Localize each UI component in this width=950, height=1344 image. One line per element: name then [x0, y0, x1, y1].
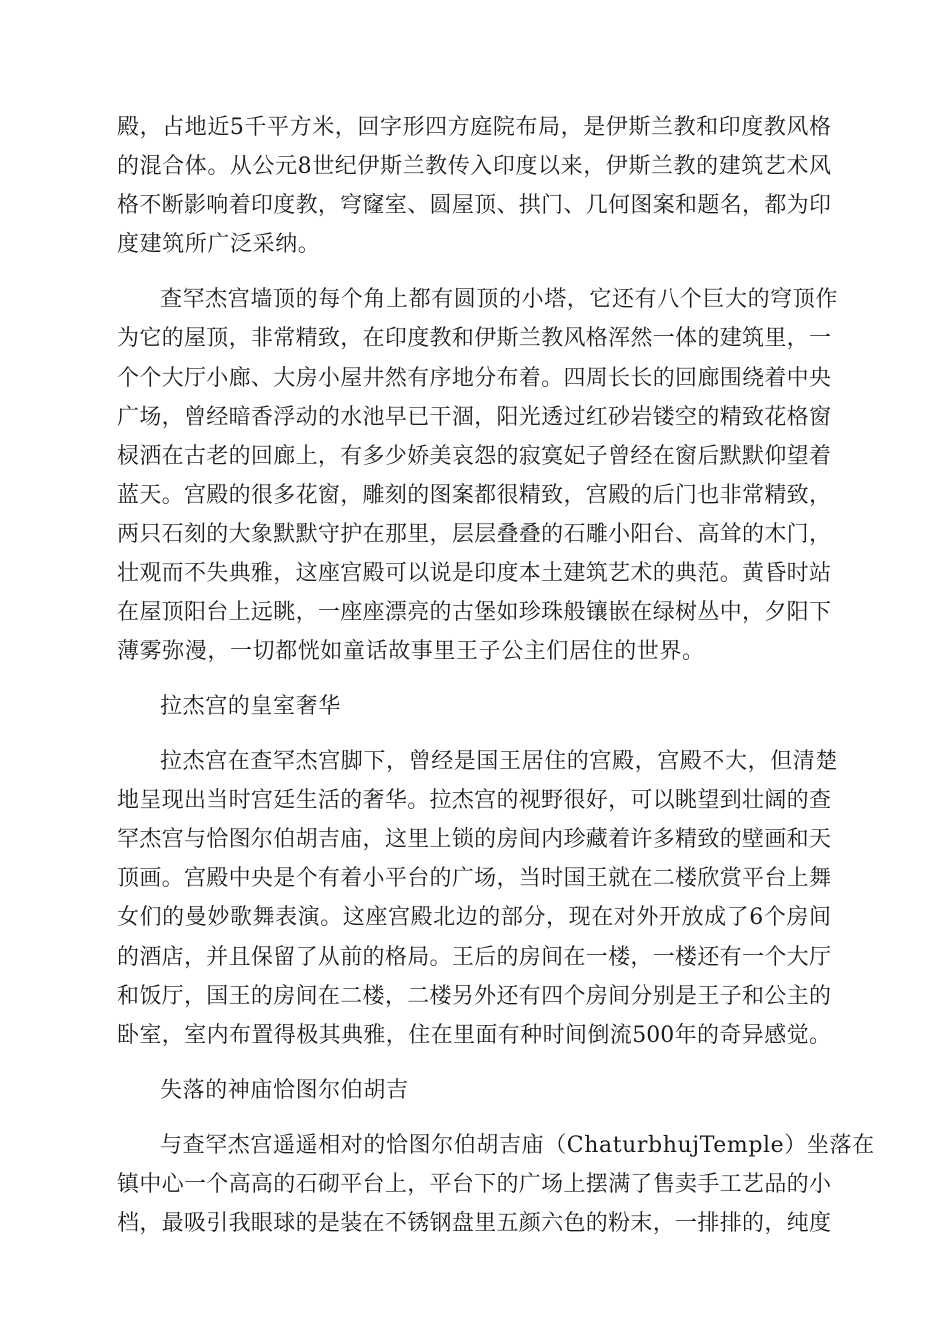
- text-line: 度建筑所广泛采纳。: [117, 232, 321, 257]
- paragraph-first-line: 与查罕杰宫遥遥相对的恰图尔伯胡吉庙（ChaturbhujTemple）坐落在: [160, 1133, 875, 1158]
- text-line: 镇中心一个高高的石砌平台上，平台下的广场上摆满了售卖手工艺品的小: [117, 1172, 831, 1197]
- text-line: 两只石刻的大象默默守护在那里，层层叠叠的石雕小阳台、高耸的木门，: [117, 522, 831, 547]
- text-line: 为它的屋顶，非常精致，在印度教和伊斯兰教风格浑然一体的建筑里，一: [117, 326, 831, 351]
- text-line: 广场，曾经暗香浮动的水池早已干涸，阳光透过红砂岩镂空的精致花格窗: [117, 405, 831, 430]
- text-line: 在屋顶阳台上远眺，一座座漂亮的古堡如珍珠般镶嵌在绿树丛中，夕阳下: [117, 600, 831, 625]
- text-line: 薄雾弥漫，一切都恍如童话故事里王子公主们居住的世界。: [117, 639, 705, 664]
- text-line: 卧室，室内布置得极其典雅，住在里面有种时间倒流500年的奇异感觉。: [117, 1023, 831, 1048]
- text-line: 个个大厅小廊、大房小屋井然有序地分布着。四周长长的回廊围绕着中央: [117, 366, 831, 391]
- text-line: 地呈现出当时宫廷生活的奢华。拉杰宫的视野很好，可以眺望到壮阔的查: [117, 788, 831, 813]
- text-line: 档，最吸引我眼球的是装在不锈钢盘里五颜六色的粉末，一排排的，纯度: [117, 1211, 831, 1236]
- text-line: 蓝天。宫殿的很多花窗，雕刻的图案都很精致，宫殿的后门也非常精致，: [117, 483, 831, 508]
- paragraph-first-line: 拉杰宫在查罕杰宫脚下，曾经是国王居住的宫殿，宫殿不大，但清楚: [160, 749, 839, 774]
- text-line: 棂洒在古老的回廊上，有多少娇美哀怨的寂寞妃子曾经在窗后默默仰望着: [117, 444, 831, 469]
- section-heading: 失落的神庙恰图尔伯胡吉: [160, 1078, 409, 1103]
- text-line: 女们的曼妙歌舞表演。这座宫殿北边的部分，现在对外开放成了6个房间: [117, 905, 831, 930]
- text-line: 的酒店，并且保留了从前的格局。王后的房间在一楼，一楼还有一个大厅: [117, 945, 831, 970]
- text-line: 和饭厅，国王的房间在二楼，二楼另外还有四个房间分别是王子和公主的: [117, 984, 831, 1009]
- text-line: 殿，占地近5千平方米，回字形四方庭院布局，是伊斯兰教和印度教风格: [117, 115, 831, 140]
- section-heading: 拉杰宫的皇室奢华: [160, 694, 341, 719]
- paragraph-first-line: 查罕杰宫墙顶的每个角上都有圆顶的小塔，它还有八个巨大的穹顶作: [160, 287, 839, 312]
- text-line: 壮观而不失典雅，这座宫殿可以说是印度本土建筑艺术的典范。黄昏时站: [117, 561, 831, 586]
- text-line: 罕杰宫与恰图尔伯胡吉庙，这里上锁的房间内珍藏着许多精致的壁画和天: [117, 827, 831, 852]
- text-line: 顶画。宫殿中央是个有着小平台的广场，当时国王就在二楼欣赏平台上舞: [117, 866, 831, 891]
- text-line: 的混合体。从公元8世纪伊斯兰教传入印度以来，伊斯兰教的建筑艺术风: [117, 154, 831, 179]
- text-line: 格不断影响着印度教，穹窿室、圆屋顶、拱门、几何图案和题名，都为印: [117, 193, 831, 218]
